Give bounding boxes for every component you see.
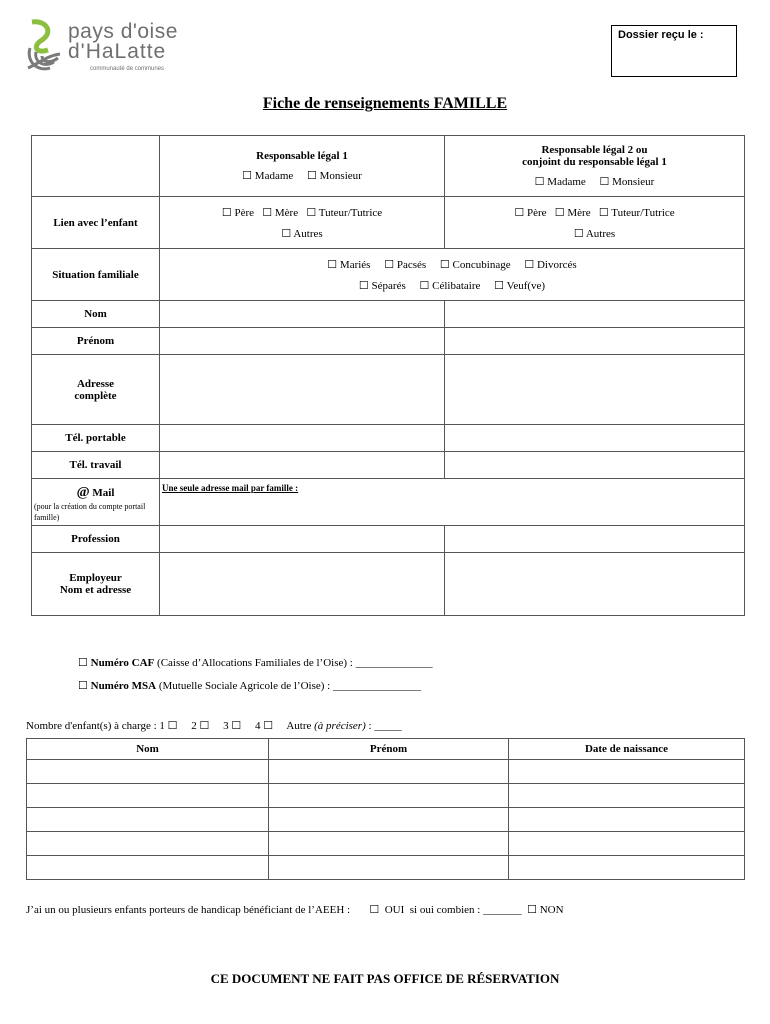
- option-4[interactable]: 4 ☐: [255, 720, 274, 732]
- madame-option-2[interactable]: ☐ Madame: [534, 176, 586, 188]
- adresse-field-2[interactable]: [445, 355, 745, 425]
- table-row: [27, 856, 745, 880]
- table-row: [27, 808, 745, 832]
- option-2[interactable]: 2 ☐: [191, 720, 210, 732]
- lien-cell-1: [160, 197, 445, 249]
- checkbox-icon: ☐: [78, 657, 88, 669]
- monsieur-option-2[interactable]: ☐ Monsieur: [599, 176, 655, 188]
- table-row: [27, 832, 745, 856]
- mail-label-cell: [32, 479, 160, 526]
- situation-cell: [160, 249, 745, 301]
- option-autre[interactable]: Autre (à préciser) : _____: [286, 720, 402, 732]
- msa-label: Numéro MSA: [90, 680, 157, 692]
- logo-text-line1: pays d'oise: [68, 20, 178, 43]
- tel-portable-field-1[interactable]: [160, 425, 445, 452]
- non-option[interactable]: ☐ NON: [527, 904, 564, 916]
- kid-date-cell[interactable]: [509, 808, 745, 832]
- nom-label: Nom: [32, 301, 160, 328]
- page-title: Fiche de renseignements FAMILLE: [262, 95, 508, 112]
- prenom-field-2[interactable]: [445, 328, 745, 355]
- kid-prenom-cell[interactable]: [269, 808, 509, 832]
- kid-prenom-cell[interactable]: [269, 832, 509, 856]
- header-nom: Nom: [27, 739, 269, 760]
- caf-line[interactable]: [78, 656, 433, 669]
- table-row: [27, 760, 745, 784]
- option-1[interactable]: 1 ☐: [159, 720, 178, 732]
- header-prenom: Prénom: [269, 739, 509, 760]
- tel-portable-label: Tél. portable: [32, 425, 160, 452]
- tuteur-option-1[interactable]: ☐ Tuteur/Tutrice: [306, 206, 383, 219]
- checkbox-icon: ☐: [242, 170, 253, 182]
- msa-line[interactable]: [78, 679, 421, 692]
- kid-nom-cell[interactable]: [27, 760, 269, 784]
- nombre-enfants-label: Nombre d'enfant(s) à charge :: [26, 720, 157, 732]
- profession-field-2[interactable]: [445, 526, 745, 553]
- combien-field[interactable]: si oui combien : _______: [409, 904, 522, 916]
- tel-travail-label: Tél. travail: [32, 452, 160, 479]
- kid-date-cell[interactable]: [509, 784, 745, 808]
- dossier-recu-box[interactable]: [611, 25, 737, 77]
- autres-option-1[interactable]: ☐ Autres: [281, 227, 323, 240]
- table-row: [27, 784, 745, 808]
- nom-field-1[interactable]: [160, 301, 445, 328]
- pere-option-1[interactable]: ☐ Père: [221, 206, 254, 219]
- at-icon: @: [76, 485, 90, 500]
- nom-field-2[interactable]: [445, 301, 745, 328]
- logo-text-line3: communauté de communes: [90, 66, 165, 72]
- caf-description: (Caisse d’Allocations Familiales de l’Oise) : ______________: [154, 657, 433, 669]
- responsable-1-title: Responsable légal 1: [256, 150, 348, 162]
- pacses-option[interactable]: ☐ Pacsés: [384, 258, 427, 271]
- responsable-2-title-line1: Responsable légal 2 ou: [541, 144, 648, 156]
- kid-nom-cell[interactable]: [27, 856, 269, 880]
- autres-option-2[interactable]: ☐ Autres: [573, 227, 616, 240]
- nombre-enfants-line: [26, 719, 402, 732]
- kid-prenom-cell[interactable]: [269, 784, 509, 808]
- header-responsable-2: [445, 136, 745, 197]
- prenom-label: Prénom: [32, 328, 160, 355]
- checkbox-icon: ☐: [78, 680, 88, 692]
- tel-travail-field-1[interactable]: [160, 452, 445, 479]
- logo-text-line2: d'HaLatte: [68, 40, 167, 63]
- employeur-field-2[interactable]: [445, 553, 745, 616]
- responsable-2-title-line2: conjoint du responsable légal 1: [522, 156, 667, 168]
- kid-nom-cell[interactable]: [27, 832, 269, 856]
- kid-prenom-cell[interactable]: [269, 856, 509, 880]
- prenom-field-1[interactable]: [160, 328, 445, 355]
- mere-option-1[interactable]: ☐ Mère: [262, 206, 299, 219]
- profession-label: Profession: [32, 526, 160, 553]
- mere-option-2[interactable]: ☐ Mère: [554, 206, 591, 219]
- pere-option-2[interactable]: ☐ Père: [514, 206, 547, 219]
- maries-option[interactable]: ☐ Mariés: [327, 258, 371, 271]
- adresse-field-1[interactable]: [160, 355, 445, 425]
- lien-cell-2: [445, 197, 745, 249]
- divorces-option[interactable]: ☐ Divorcés: [524, 258, 577, 271]
- mail-instruction: Une seule adresse mail par famille :: [162, 483, 299, 493]
- tuteur-option-2[interactable]: ☐ Tuteur/Tutrice: [598, 206, 675, 219]
- caf-label: Numéro CAF: [90, 657, 155, 669]
- employeur-label: Employeur Nom et adresse: [32, 553, 160, 616]
- logo-mark-icon: [24, 18, 68, 74]
- kid-date-cell[interactable]: [509, 760, 745, 784]
- madame-option-1[interactable]: ☐ Madame: [242, 170, 294, 182]
- mail-field[interactable]: [160, 479, 745, 526]
- employeur-field-1[interactable]: [160, 553, 445, 616]
- corner-cell: [32, 136, 160, 197]
- dossier-recu-label: Dossier reçu le :: [618, 29, 704, 41]
- handicap-line: [26, 903, 564, 916]
- option-3[interactable]: 3 ☐: [223, 720, 242, 732]
- footer-notice: CE DOCUMENT NE FAIT PAS OFFICE DE RÉSERVATION: [210, 971, 560, 986]
- monsieur-option-1[interactable]: ☐ Monsieur: [307, 170, 362, 182]
- kid-date-cell[interactable]: [509, 856, 745, 880]
- enfants-table: [26, 738, 745, 880]
- header-responsable-1: [160, 136, 445, 197]
- kid-nom-cell[interactable]: [27, 784, 269, 808]
- checkbox-icon: ☐: [534, 176, 545, 188]
- kid-date-cell[interactable]: [509, 832, 745, 856]
- header-date-naissance: Date de naissance: [509, 739, 745, 760]
- mail-label: Mail: [92, 487, 115, 499]
- separes-option[interactable]: ☐ Séparés: [358, 279, 406, 292]
- adresse-label: Adresse complète: [32, 355, 160, 425]
- tel-portable-field-2[interactable]: [445, 425, 745, 452]
- veuf-option[interactable]: ☐ Veuf(ve): [494, 279, 546, 292]
- checkbox-icon: ☐: [599, 176, 610, 188]
- responsables-table: [31, 135, 745, 616]
- celibataire-option[interactable]: ☐ Célibataire: [419, 279, 481, 292]
- handicap-question: J’ai un ou plusieurs enfants porteurs de handicap bénéficiant de l’AEEH :: [26, 904, 351, 916]
- kid-prenom-cell[interactable]: [269, 760, 509, 784]
- situation-label: Situation familiale: [32, 249, 160, 301]
- mail-note: (pour la création du compte portail famille): [34, 502, 146, 522]
- concubinage-option[interactable]: ☐ Concubinage: [439, 258, 511, 271]
- lien-label: Lien avec l’enfant: [32, 197, 160, 249]
- tel-travail-field-2[interactable]: [445, 452, 745, 479]
- oui-option[interactable]: ☐ OUI: [369, 904, 405, 916]
- msa-description: (Mutuelle Sociale Agricole de l’Oise) : ________________: [156, 680, 421, 692]
- kid-nom-cell[interactable]: [27, 808, 269, 832]
- checkbox-icon: ☐: [307, 170, 317, 182]
- profession-field-1[interactable]: [160, 526, 445, 553]
